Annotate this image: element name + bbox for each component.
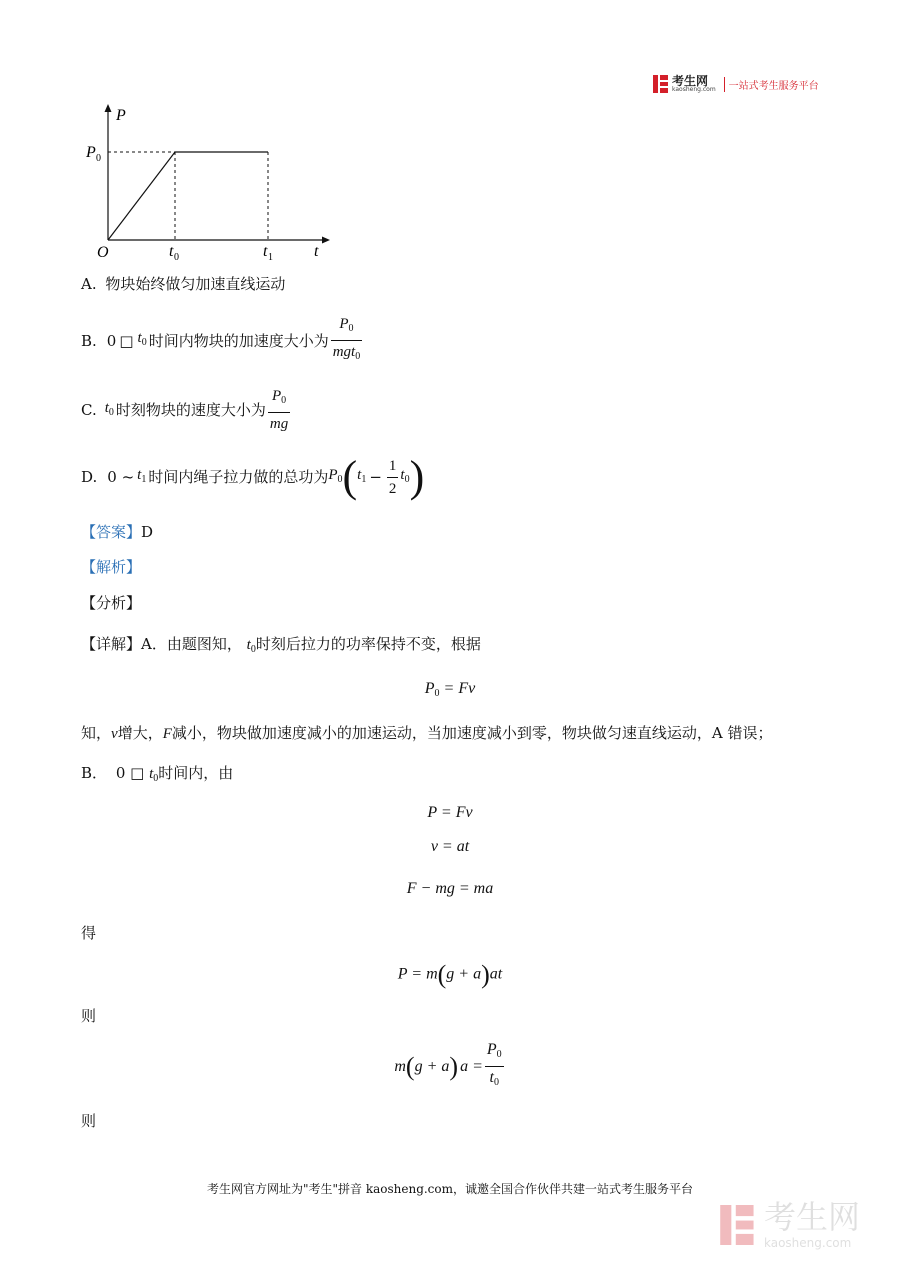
reasoning-line-a [81,722,772,745]
ze-text-2: 则 [81,1112,97,1130]
watermark-cn: 考生网 [764,1198,861,1236]
y-axis-arrow [105,104,112,112]
detail-rest: 时刻后拉力的功率保持不变，根据 [255,635,481,653]
answer-line [81,521,153,543]
option-d-paren-close: ) [409,452,425,501]
option-d-t: t [137,466,142,483]
option-d-minus: − [369,468,382,486]
option-b-t-sub: 0 [141,337,147,348]
header-logo[interactable] [652,72,819,96]
fenxi-tag: 【分析】 [81,594,142,612]
option-b-label: B. [81,331,97,350]
option-a-label: A. [81,275,97,293]
b-line-box: □ [130,764,145,782]
eq1-sub: 0 [434,688,440,699]
equation-2: P = Fv [427,804,473,821]
option-c-t-sub: 0 [108,406,114,418]
option-b-t: t [137,330,142,346]
option-c-den: mg [269,416,289,432]
t0-label-sub: 0 [174,252,179,263]
option-b-den-sub: 0 [355,351,361,362]
option-c-fraction [268,386,290,434]
detail-t-sub: 0 [250,644,256,655]
eq6-paren-close: ) [449,1051,459,1081]
option-d-half-den: 2 [388,480,397,497]
detail-tag: 【详解】 [81,635,142,653]
option-d [81,452,425,501]
answer-value: D [141,523,154,541]
equation-1 [0,680,900,699]
eq5-post: at [489,965,503,983]
detail-a: A．由题图知， [141,635,242,653]
power-time-graph [80,100,350,265]
eq6-inner: g + a [414,1057,450,1075]
logo-name: 考生网 [672,74,709,88]
answer-tag: 【答案】 [81,523,142,541]
watermark-en: kaosheng.com [764,1236,852,1250]
option-b-den: mgt [332,344,356,360]
eq1-rest: = Fv [439,680,476,697]
eq6-paren-open: ( [405,1051,415,1081]
eq6-num: P [486,1041,497,1058]
y-axis-label: P [116,107,126,124]
option-d-t0: t [400,466,405,483]
option-c-text: 时刻物块的速度大小为 [115,401,266,419]
equation-4: F − mg = ma [406,880,494,897]
eq5-inner: g + a [446,965,482,983]
b-line-rest: 时间内，由 [158,764,234,782]
kaosheng-logo-icon [652,74,670,94]
option-d-t-sub: 1 [141,473,147,485]
option-b-box: □ [119,331,134,350]
option-b-num-sub: 0 [348,323,354,334]
option-a-text: 物块始终做匀加速直线运动 [105,275,286,293]
option-c-num-sub: 0 [281,395,287,406]
line1-pre: 知， [81,724,112,742]
option-d-range: 0 ~ [107,468,135,486]
equation-3: v = at [430,838,470,855]
p0-label-sub: 0 [96,153,101,164]
eq5-paren-close: ) [481,960,490,989]
footer-watermark [718,1200,860,1250]
eq5-paren-open: ( [437,960,447,989]
option-c-t: t [104,399,109,416]
footer-text: 考生网官方网址为"考生"拼音 kaosheng.com，诚邀全国合作伙伴共建一站式考生服务平台 [206,1182,694,1196]
b-line-t: t [149,766,154,782]
eq6-pre: m [394,1057,406,1075]
option-d-t1: t [357,466,362,483]
analysis-tag: 【解析】 [81,558,142,576]
option-d-p: P [328,466,338,483]
eq5-pre: P = m [397,965,438,983]
option-b-fraction [331,314,363,367]
de-text: 得 [81,924,97,942]
b-line-t-sub: 0 [153,773,159,784]
line1-v: v [111,726,118,742]
t1-label-sub: 1 [268,252,273,263]
reasoning-line-b [81,762,233,790]
t1-label: t [263,243,268,260]
eq6-post: a = [460,1057,483,1075]
option-b [81,314,364,367]
x-axis-label: t [314,243,319,260]
option-c [81,386,292,434]
b-line-zero: 0 [115,764,126,782]
p0-label: P [86,144,96,161]
line1-mid: 增大， [117,724,163,742]
option-b-zero: 0 [106,331,117,350]
origin-label: O [97,244,109,261]
line1-f: F [162,726,172,742]
rising-power-line [108,152,175,240]
detail-line [81,633,481,661]
ze-text-1: 则 [81,1007,97,1025]
b-line-label: B． [81,764,108,782]
x-axis-arrow [322,237,330,244]
option-d-t1-sub: 1 [361,473,367,485]
line1-rest: 减小，物块做加速度减小的加速运动，当加速度减小到零，物块做匀速直线运动，A 错误； [171,724,773,742]
option-b-num: P [339,316,349,332]
option-d-label: D. [81,468,98,486]
option-d-paren-open: ( [342,452,358,501]
eq6-den: t [489,1069,494,1086]
eq1-p: P [424,680,435,697]
watermark-logo-icon [718,1200,758,1250]
option-c-num: P [271,388,282,404]
option-d-p-sub: 0 [337,473,343,485]
equation-6 [0,1040,900,1093]
option-d-half-num: 1 [387,456,399,478]
equation-5 [0,960,900,990]
eq6-fraction [485,1040,504,1093]
option-d-t0-sub: 0 [404,473,410,485]
eq6-num-sub: 0 [496,1049,502,1060]
option-a [81,273,285,295]
option-b-text: 时间内物块的加速度大小为 [148,331,329,350]
option-c-label: C. [81,401,97,419]
logo-domain: kaosheng.com [672,86,716,93]
eq6-den-sub: 0 [493,1077,499,1088]
option-d-text: 时间内绳子拉力做的总功为 [148,468,329,486]
option-d-half [387,456,399,499]
detail-t: t [246,637,251,653]
t0-label: t [169,243,174,260]
header-slogan: 一站式考生服务平台 [724,77,819,92]
